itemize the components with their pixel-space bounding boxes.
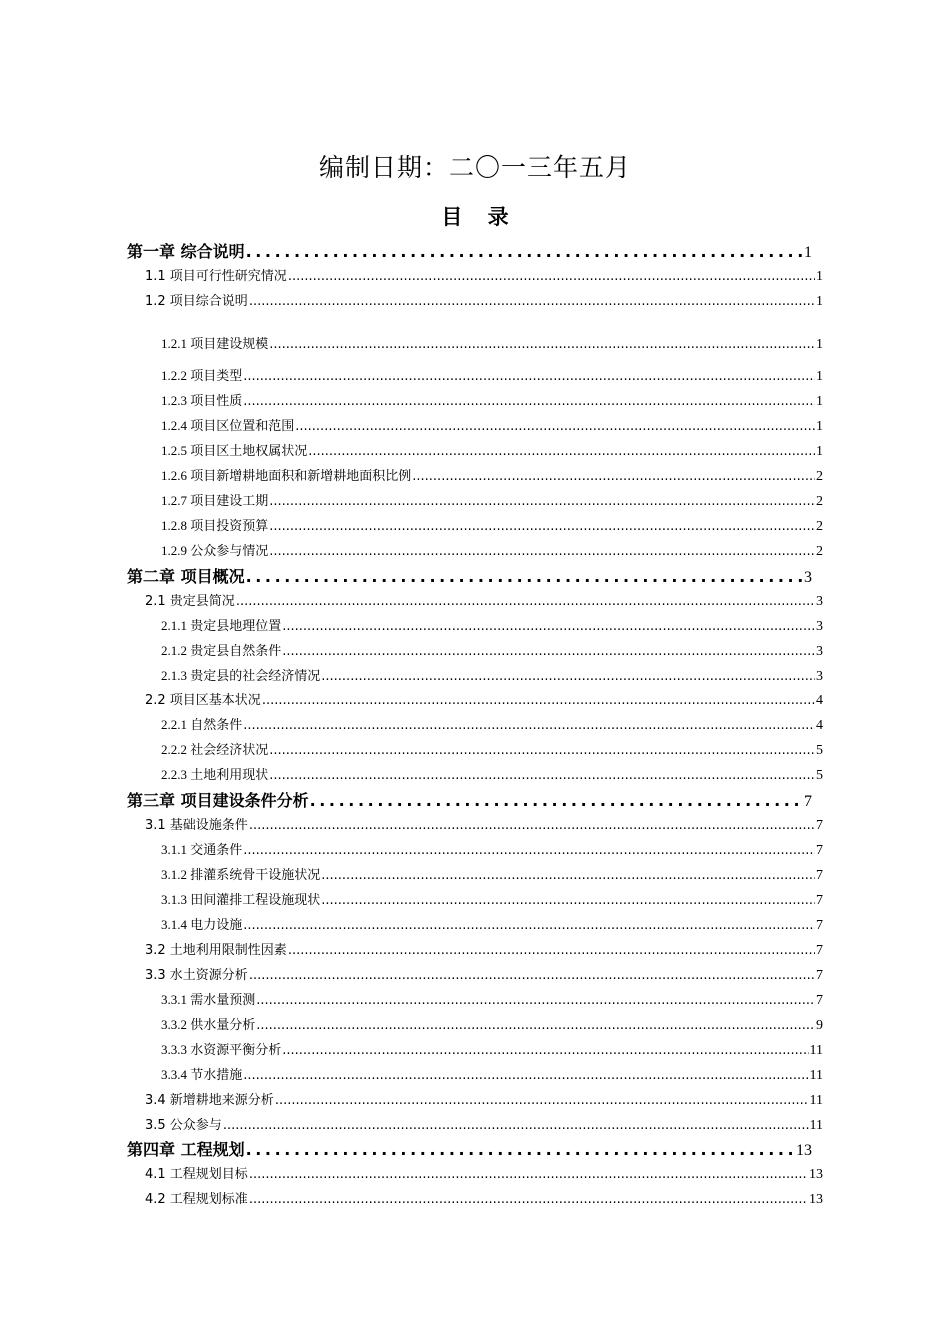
toc-dot-leader (282, 644, 815, 659)
toc-entry[interactable] (161, 333, 823, 353)
toc-dot-leader (282, 619, 815, 634)
toc-entry-label: 3.3 水土资源分析 (145, 968, 248, 983)
toc-dot-leader (256, 993, 815, 1008)
toc-page-number: 13 (796, 1142, 812, 1159)
toc-entry-label: 1.2.4 项目区位置和范围 (161, 418, 295, 433)
toc-dot-leader (249, 294, 815, 309)
toc-page-number: 2 (816, 469, 823, 484)
toc-chapter-entry[interactable] (127, 788, 812, 811)
toc-entry-label: 1.2.1 项目建设规模 (161, 336, 269, 351)
toc-entry-label: 2.2.1 自然条件 (161, 717, 243, 732)
toc-dot-leader (243, 718, 815, 733)
toc-page-number: 1 (816, 269, 823, 284)
toc-dot-leader (246, 242, 803, 261)
toc-page-number: 7 (816, 818, 823, 833)
toc-page-number: 3 (816, 619, 823, 634)
toc-entry[interactable] (145, 939, 823, 959)
toc-entry-label: 4.1 工程规划目标 (145, 1167, 248, 1182)
toc-page-number: 1 (816, 394, 823, 409)
toc-entry[interactable] (161, 889, 823, 909)
toc-entry[interactable] (145, 1163, 823, 1183)
toc-page-number: 7 (816, 918, 823, 933)
toc-page-number: 7 (816, 943, 823, 958)
toc-entry-label: 2.2 项目区基本状况 (145, 693, 261, 708)
toc-dot-leader (269, 337, 815, 352)
toc-entry-label: 3.3.2 供水量分析 (161, 1017, 256, 1032)
toc-page-number: 7 (816, 968, 823, 983)
toc-dot-leader (243, 843, 815, 858)
toc-dot-leader (243, 918, 815, 933)
toc-entry[interactable] (161, 540, 823, 560)
toc-dot-leader (310, 791, 803, 810)
toc-entry[interactable] (161, 1039, 823, 1059)
toc-dot-leader (321, 669, 815, 684)
toc-entry[interactable] (145, 814, 823, 834)
toc-entry-label: 1.2.6 项目新增耕地面积和新增耕地面积比例 (161, 468, 412, 483)
toc-dot-leader (243, 369, 815, 384)
toc-entry-label: 1.2.2 项目类型 (161, 368, 243, 383)
toc-page-number: 11 (809, 1118, 823, 1133)
toc-dot-leader (288, 943, 815, 958)
toc-entry[interactable] (161, 739, 823, 759)
toc-entry-label: 1.2.8 项目投资预算 (161, 518, 269, 533)
toc-entry[interactable] (161, 989, 823, 1009)
toc-entry-label: 3.1.3 田间灌排工程设施现状 (161, 892, 321, 907)
toc-page-number: 1 (804, 244, 812, 261)
toc-dot-leader (249, 818, 815, 833)
toc-dot-leader (262, 693, 815, 708)
toc-page-number: 3 (804, 569, 812, 586)
toc-page-number: 9 (816, 1018, 823, 1033)
toc-page-number: 3 (816, 594, 823, 609)
toc-dot-leader (282, 1043, 808, 1058)
toc-entry[interactable] (145, 689, 823, 709)
toc-entry[interactable] (145, 1089, 823, 1109)
toc-entry-label: 2.1.3 贵定县的社会经济情况 (161, 668, 321, 683)
toc-entry-label: 1.2.5 项目区土地权属状况 (161, 443, 308, 458)
toc-page-number: 11 (809, 1043, 823, 1058)
toc-entry-label: 3.5 公众参与 (145, 1118, 222, 1133)
toc-page-number: 7 (816, 843, 823, 858)
toc-entry[interactable] (161, 515, 823, 535)
toc-entry[interactable] (161, 839, 823, 859)
toc-dot-leader (249, 968, 815, 983)
toc-entry[interactable] (145, 265, 823, 285)
toc-entry[interactable] (145, 1188, 823, 1208)
toc-entry-label: 第二章 项目概况 (127, 567, 245, 586)
toc-entry[interactable] (161, 864, 823, 884)
toc-entry[interactable] (161, 714, 823, 734)
toc-entry[interactable] (145, 964, 823, 984)
toc-entry[interactable] (161, 490, 823, 510)
toc-page-number: 13 (809, 1192, 823, 1207)
toc-entry-label: 3.1.2 排灌系统骨干设施状况 (161, 867, 321, 882)
toc-entry-label: 3.1 基础设施条件 (145, 818, 248, 833)
toc-entry-label: 2.2.3 土地利用现状 (161, 767, 269, 782)
toc-dot-leader (243, 394, 815, 409)
toc-dot-leader (249, 1192, 808, 1207)
toc-page-number: 11 (809, 1068, 823, 1083)
toc-dot-leader (288, 269, 815, 284)
toc-page-number: 4 (816, 718, 823, 733)
toc-entry-label: 第三章 项目建设条件分析 (127, 791, 309, 810)
toc-dot-leader (246, 1140, 795, 1159)
toc-dot-leader (321, 893, 815, 908)
toc-entry[interactable] (161, 365, 823, 385)
toc-page-number: 1 (816, 419, 823, 434)
toc-dot-leader (269, 743, 815, 758)
toc-entry-label: 2.2.2 社会经济状况 (161, 742, 269, 757)
compile-date: 编制日期：二〇一三年五月 (318, 153, 631, 182)
toc-entry[interactable] (161, 415, 823, 435)
toc-entry-label: 2.1.1 贵定县地理位置 (161, 618, 282, 633)
toc-dot-leader (269, 494, 815, 509)
toc-page-number: 2 (816, 519, 823, 534)
toc-dot-leader (223, 1118, 809, 1133)
toc-page-number: 7 (816, 893, 823, 908)
toc-page-number: 4 (816, 693, 823, 708)
toc-entry-label: 1.2.3 项目性质 (161, 393, 243, 408)
toc-entry-label: 1.2.7 项目建设工期 (161, 493, 269, 508)
toc-page-number: 2 (816, 494, 823, 509)
toc-page-number: 13 (809, 1167, 823, 1182)
toc-entry[interactable] (161, 440, 823, 460)
toc-page-number: 3 (816, 644, 823, 659)
toc-dot-leader (243, 1068, 808, 1083)
toc-chapter-entry[interactable] (127, 564, 812, 587)
toc-entry[interactable] (161, 615, 823, 635)
toc-dot-leader (295, 419, 815, 434)
toc-page-number: 7 (816, 868, 823, 883)
toc-entry-label: 1.2 项目综合说明 (145, 294, 248, 309)
toc-page-number: 3 (816, 669, 823, 684)
toc-entry[interactable] (161, 1064, 823, 1084)
toc-entry-label: 第四章 工程规划 (127, 1140, 245, 1159)
toc-page-number: 5 (816, 743, 823, 758)
toc-chapter-entry[interactable] (127, 239, 812, 262)
toc-entry[interactable] (161, 390, 823, 410)
toc-page-number: 11 (809, 1093, 823, 1108)
toc-page-number: 5 (816, 768, 823, 783)
toc-page-number: 1 (816, 337, 823, 352)
toc-entry[interactable] (145, 590, 823, 610)
toc-entry[interactable] (145, 1114, 823, 1134)
toc-entry[interactable] (145, 290, 823, 310)
toc-entry[interactable] (161, 640, 823, 660)
toc-entry-label: 4.2 工程规划标准 (145, 1192, 248, 1207)
toc-page-number: 1 (816, 369, 823, 384)
toc-page-number: 7 (816, 993, 823, 1008)
toc-page-number: 1 (816, 444, 823, 459)
toc-dot-leader (321, 868, 815, 883)
toc-entry-label: 3.2 土地利用限制性因素 (145, 943, 287, 958)
toc-dot-leader (236, 594, 815, 609)
toc-chapter-entry[interactable] (127, 1137, 812, 1160)
toc-entry-label: 3.1.1 交通条件 (161, 842, 243, 857)
toc-dot-leader (308, 444, 815, 459)
toc-page-number: 1 (816, 294, 823, 309)
toc-page-number: 7 (804, 793, 812, 810)
toc-entry-label: 3.3.1 需水量预测 (161, 992, 256, 1007)
toc-dot-leader (249, 1167, 808, 1182)
toc-entry-label: 1.1 项目可行性研究情况 (145, 269, 287, 284)
toc-entry-label: 1.2.9 公众参与情况 (161, 543, 269, 558)
toc-dot-leader (269, 768, 815, 783)
toc-entry[interactable] (161, 914, 823, 934)
toc-dot-leader (269, 544, 815, 559)
toc-entry-label: 2.1.2 贵定县自然条件 (161, 643, 282, 658)
toc-dot-leader (256, 1018, 815, 1033)
toc-entry-label: 3.3.3 水资源平衡分析 (161, 1042, 282, 1057)
toc-entry[interactable] (161, 465, 823, 485)
toc-dot-leader (269, 519, 815, 534)
toc-dot-leader (275, 1093, 809, 1108)
toc-entry-label: 3.1.4 电力设施 (161, 917, 243, 932)
toc-entry-label: 3.3.4 节水措施 (161, 1067, 243, 1082)
toc-entry-label: 2.1 贵定县简况 (145, 594, 235, 609)
toc-entry[interactable] (161, 665, 823, 685)
toc-entry-label: 3.4 新增耕地来源分析 (145, 1093, 274, 1108)
toc-entry[interactable] (161, 1014, 823, 1034)
toc-entry-label: 第一章 综合说明 (127, 242, 245, 261)
toc-dot-leader (246, 567, 803, 586)
toc-dot-leader (412, 469, 815, 484)
toc-title: 目 录 (441, 205, 509, 229)
toc-page-number: 2 (816, 544, 823, 559)
toc-entry[interactable] (161, 764, 823, 784)
